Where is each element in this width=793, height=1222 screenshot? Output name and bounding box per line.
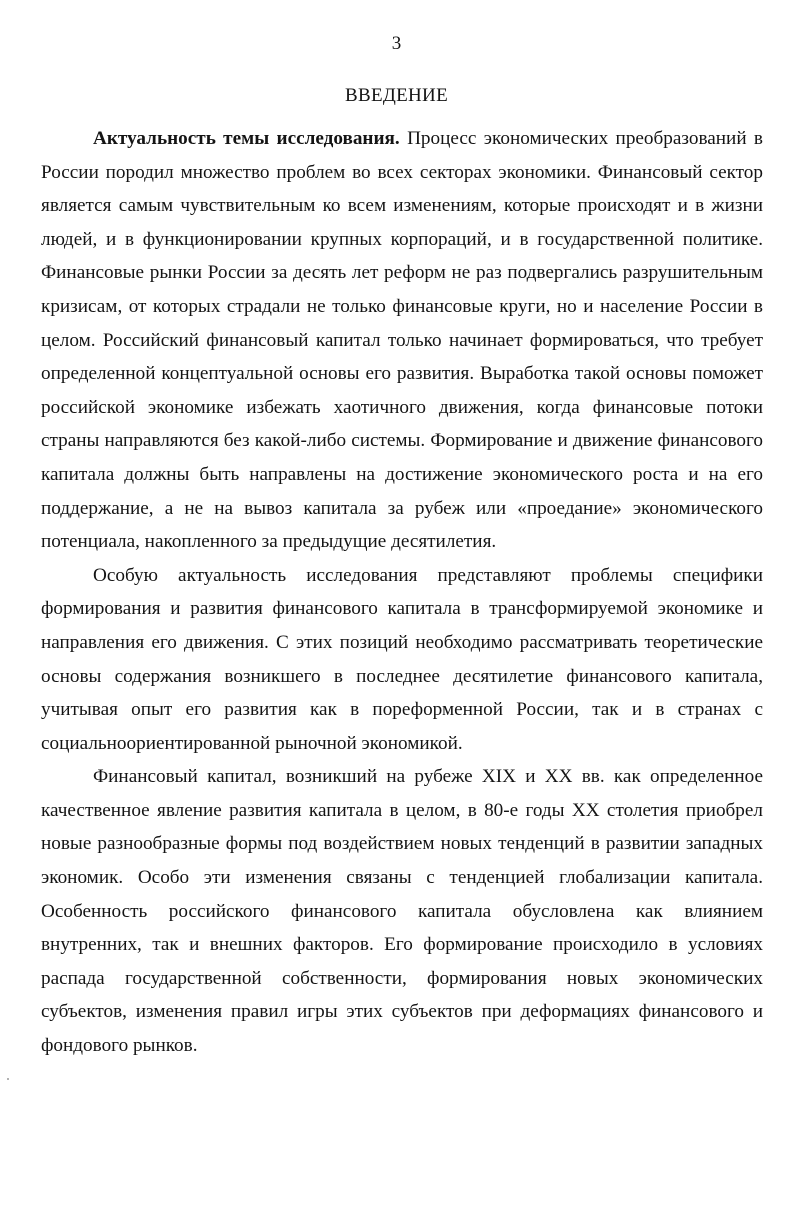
paragraph-text: Особую актуальность исследования представляют проблемы специфики формирования и развития финансового капитала в трансформируемой экономике и направления его движения. С этих позиций необходимо рассматривать теоретические основы содержания возникшего в последнее десятилетие финансового капитала, учитывая опыт его развития как в пореформенной России, так и в странах с социальноориентированной рыночной экономикой. — [41, 564, 763, 754]
paragraph-text: Финансовый капитал, возникший на рубеже XIX и XX вв. как определенное качественное явление развития капитала в целом, в 80-е годы XX столетия приобрел новые разнообразные формы под воздействием новых тенденций в развитии западных экономик. Особо эти изменения связаны с тенденцией глобализации капитала. Особенность российского финансового капитала обусловлена как влиянием внутренних, так и внешних факторов. Его формирование происходило в условиях распада государственной собственности, формирования новых экономических субъектов, изменения правил игры этих субъектов при деформациях финансового и фондового рынков. — [41, 766, 763, 1057]
section-heading: ВВЕДЕНИЕ — [345, 85, 448, 106]
paragraph-financial-capital — [41, 760, 763, 1062]
page-number: 3 — [391, 33, 402, 54]
paragraph-text: Процесс экономических преобразований в России породил множество проблем во всех секторах экономики. Финансовый сектор является самым чувствительным ко всем изменениям, которые происходят и в жизни людей, и в функционировании крупных корпораций, и в государственной политике. Финансовые рынки России за десять лет реформ не раз подвергались разрушительным кризисам, от которых страдали не только финансовые круги, но и население России в целом. Российский финансовый капитал только начинает формироваться, что требует определенной концептуальной основы его развития. Выработка такой основы поможет российской экономике избежать хаотичного движения, когда финансовые потоки страны направляются без какой-либо системы. Формирование и движение финансового капитала должны быть направлены на достижение экономического роста и на его поддержание, а не на вывоз капитала за рубеж или «проедание» экономического потенциала, накопленного за предыдущие десятилетия. — [41, 128, 763, 553]
scan-speck — [7, 1078, 9, 1080]
paragraph-relevance — [41, 122, 763, 559]
body-text — [41, 122, 763, 1063]
paragraph-lead: Актуальность темы исследования. — [93, 128, 400, 149]
paragraph-specifics — [41, 559, 763, 761]
